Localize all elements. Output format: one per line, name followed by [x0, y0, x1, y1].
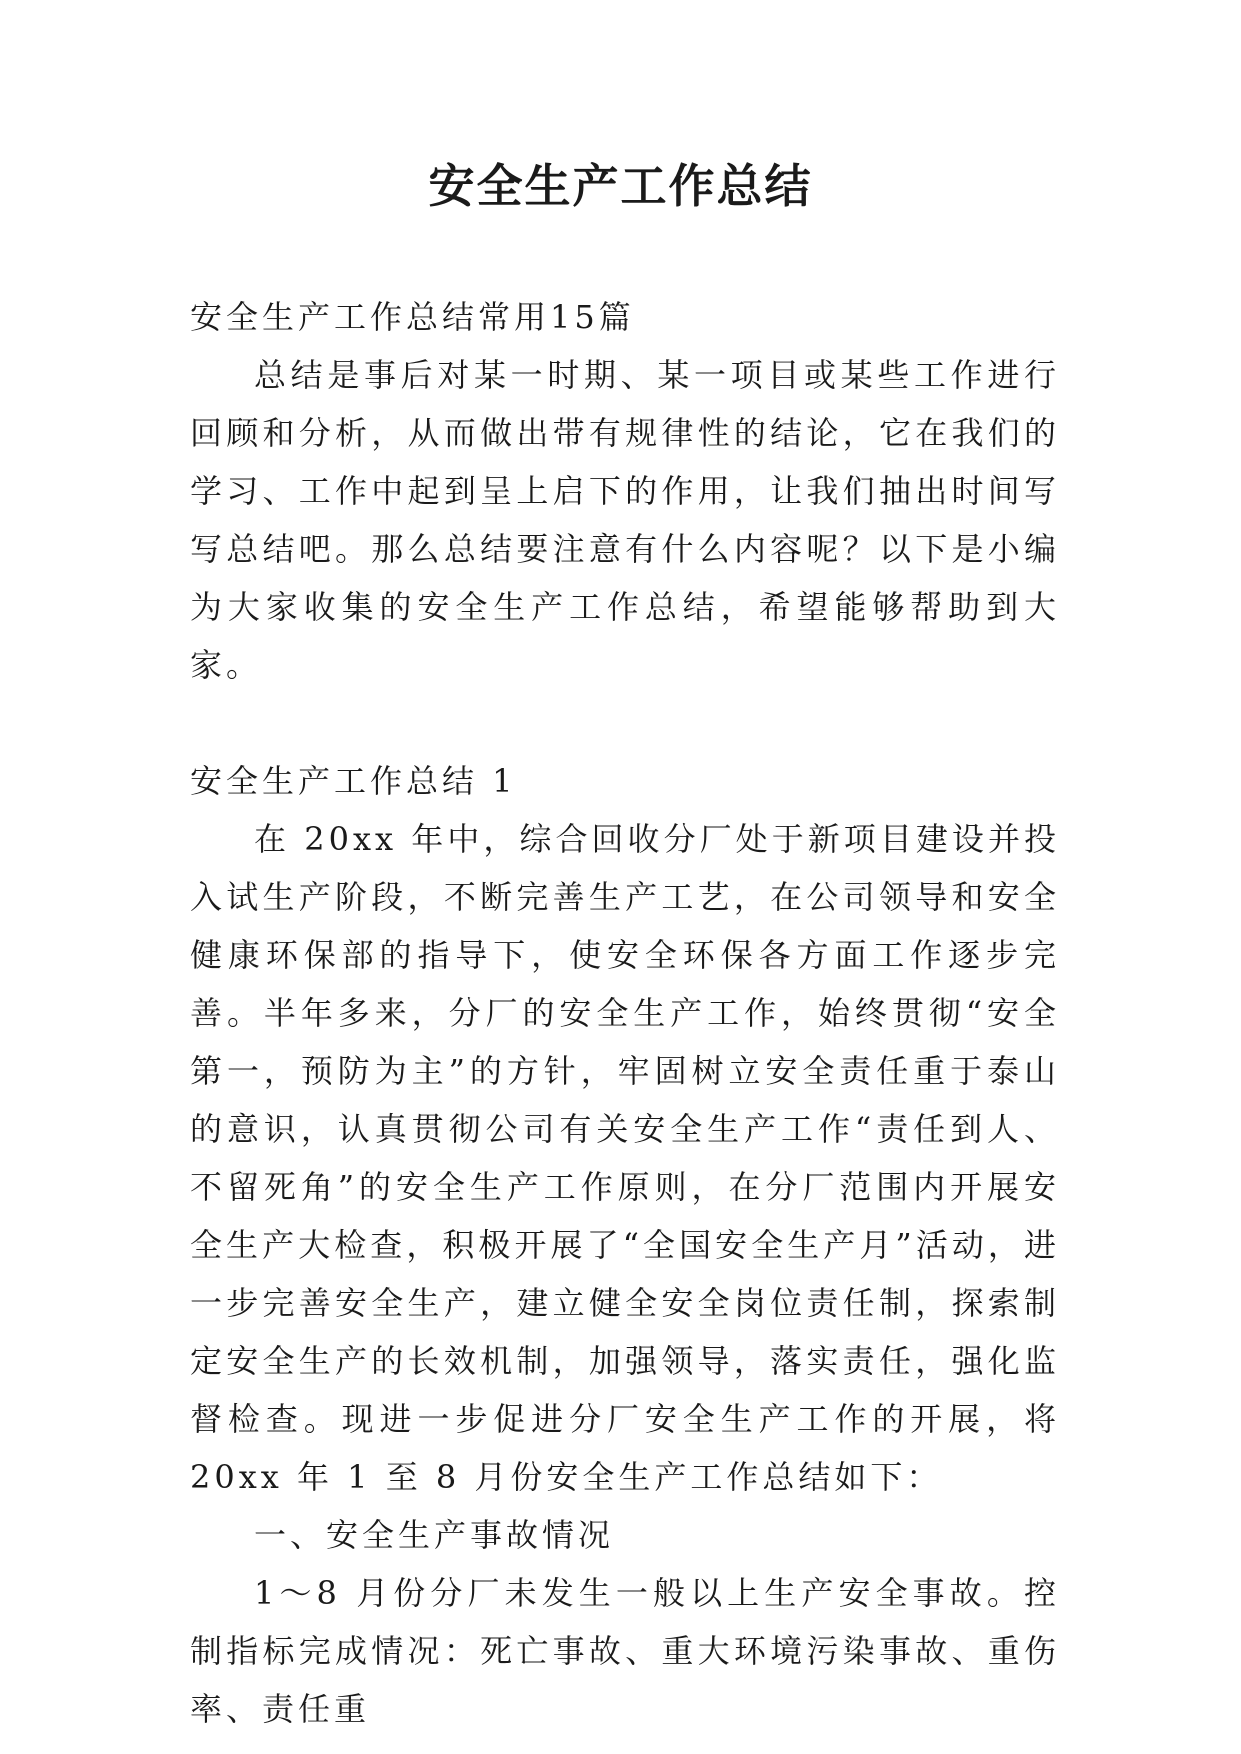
- section-paragraph-2: 1～8 月份分厂未发生一般以上生产安全事故。控制指标完成情况：死亡事故、重大环境污染事故、重伤率、责任重: [190, 1574, 1060, 1728]
- paragraph-spacer: [190, 694, 1060, 752]
- document-title: 安全生产工作总结: [428, 159, 813, 213]
- section-heading: 安全生产工作总结 1: [190, 762, 517, 800]
- document-body: [190, 288, 1060, 1738]
- intro-paragraph: 总结是事后对某一时期、某一项目或某些工作进行回顾和分析，从而做出带有规律性的结论，它在我们的学习、工作中起到呈上启下的作用，让我们抽出时间写写总结吧。那么总结要注意有什么内容呢？以下是小编为大家收集的安全生产工作总结，希望能够帮助到大家。: [190, 356, 1060, 684]
- document-subtitle: 安全生产工作总结常用15篇: [190, 298, 635, 336]
- section-paragraph-1: 在 20xx 年中，综合回收分厂处于新项目建设并投入试生产阶段，不断完善生产工艺，在公司领导和安全健康环保部的指导下，使安全环保各方面工作逐步完善。半年多来，分厂的安全生产工作，始终贯彻“安全第一，预防为主”的方针，牢固树立安全责任重于泰山的意识，认真贯彻公司有关安全生产工作“责任到人、不留死角”的安全生产工作原则，在分厂范围内开展安全生产大检查，积极开展了“全国安全生产月”活动，进一步完善安全生产，建立健全安全岗位责任制，探索制定安全生产的长效机制，加强领导，落实责任，强化监督检查。现进一步促进分厂安全生产工作的开展，将 20xx 年 1 至 8 月份安全生产工作总结如下：: [190, 820, 1060, 1496]
- subheading-accident-status: 一、安全生产事故情况: [254, 1516, 615, 1554]
